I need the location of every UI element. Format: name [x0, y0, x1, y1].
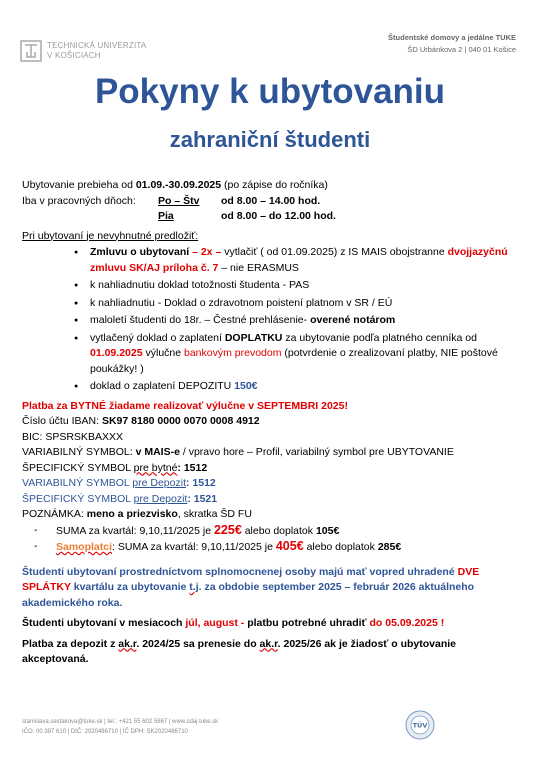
payment-surcharge: DOPLATKU [224, 331, 283, 344]
sum-text-2: alebo doplatok [241, 524, 316, 537]
summer-months: júl, august - [185, 617, 248, 629]
summer-text-2: platbu potrebné uhradiť [247, 617, 370, 629]
weekdays-hours: od 8.00 – 14.00 hod. [221, 194, 321, 207]
iban-value: SK97 8180 0000 0070 0008 4912 [101, 415, 260, 427]
workdays-label: Iba v pracovných dňoch: [22, 194, 136, 207]
requirements-list [22, 245, 512, 395]
page-footer [22, 717, 218, 737]
payment-transfer: bankovým prevodom [184, 347, 282, 359]
organization-name: Študentské domovy a jedálne TUKE [388, 33, 516, 42]
friday-label: Pia [158, 210, 174, 222]
quarter-sum-row [22, 523, 512, 540]
note-name: meno a priezvisko [86, 508, 178, 520]
organization-header [388, 32, 516, 56]
period-dates: 01.09.-30.09.2025 [135, 179, 222, 191]
authorized-text: Študenti ubytovaní prostredníctvom splnomocnenej osoby majú mať vopred uhradené [22, 565, 455, 578]
hours-spacer [22, 209, 158, 225]
dash-bullet: - [34, 540, 38, 552]
abbr-akr: ak.r [118, 637, 137, 650]
contract-count: – 2x – [189, 246, 225, 258]
vs-label: VARIABILNÝ SYMBOL: [22, 446, 136, 458]
friday-hours: od 8.00 – do 12.00 hod. [221, 210, 336, 222]
contract-note: – nie ERASMUS [218, 261, 299, 274]
deposit-amount: 150€ [234, 380, 258, 392]
sum-surcharge: 105€ [315, 524, 340, 537]
self-payer-sum-row [22, 539, 512, 556]
deposit-note-text-3: . 2025/26 ak je žiadosť o ubytovanie akceptovaná. [22, 637, 456, 665]
list-item [90, 278, 512, 294]
deposit-note-text: Platba za depozit z [22, 637, 119, 650]
summer-text: Študenti ubytovaní v mesiacoch [22, 617, 186, 629]
insurance-text: k nahliadnutiu - Doklad o zdravotnom poistení platnom v SR / EÚ [90, 296, 393, 309]
payment-text: vytlačený doklad o zaplatení [90, 331, 225, 344]
iban-line [22, 414, 512, 430]
note-suffix: , skratka ŠD FU [177, 508, 252, 520]
id-document-text: k nahliadnutiu doklad totožnosti študenta - PAS [90, 279, 310, 291]
page-subtitle: zahraniční študenti [169, 127, 371, 152]
bic-line: BIC: SPSRSKBAXXX [22, 430, 123, 443]
tuv-label: TÜV [412, 721, 428, 730]
sum-amount: 225€ [213, 522, 242, 537]
ss-deposit-label: ŠPECIFICKÝ SYMBOL [22, 492, 134, 505]
contract-text: vytlačiť ( od 01.09.2025) z IS MAIS obojstranne [224, 246, 448, 258]
payment-text-3: výlučne [142, 347, 184, 359]
footer-contact: stanislava.sestakova@tuke.sk | tel.: +421 55 602 5867 | www.sdaj.tuke.sk [22, 719, 219, 725]
ss-rent-link: pre bytné [133, 461, 178, 474]
logo-text [47, 41, 146, 61]
contract-label: Zmluvu o ubytovaní [90, 246, 190, 258]
payment-notice: Platba za BYTNÉ žiadame realizovať výlučne v SEPTEMBRI 2025! [22, 399, 348, 412]
weekdays-label: Po – Štv [158, 194, 200, 207]
two-installments: DVE SPLÁTKY [22, 565, 480, 593]
vs-deposit-link: pre Depozit [132, 477, 186, 489]
specific-symbol-rent [22, 461, 512, 477]
variable-symbol-line [22, 445, 512, 461]
payment-note-line [22, 507, 512, 523]
organization-address: ŠD Urbánkova 2 | 040 01 Košice [407, 45, 516, 54]
note-label: POZNÁMKA: [22, 508, 87, 520]
minors-text: maloletí študenti do 18r. – Čestné prehlásenie- [90, 314, 311, 326]
logo-line-1: TECHNICKÁ UNIVERZITA [47, 41, 147, 50]
hours-row-friday [22, 209, 512, 225]
vs-note: / vpravo hore – Profil, variabilný symbol pre UBYTOVANIE [179, 446, 454, 458]
tuv-certification-icon [405, 710, 435, 740]
ss-deposit-value: : 1521 [187, 492, 218, 505]
deposit-transfer-note [22, 637, 512, 668]
summer-note [22, 616, 512, 632]
requirements-heading: Pri ubytovaní je nevyhnutné predložiť: [22, 229, 199, 242]
payment-date: 01.09.2025 [90, 347, 143, 359]
list-item [90, 296, 512, 312]
deposit-text: doklad o zaplatení DEPOZITU [90, 380, 235, 392]
abbr-tj: t.j [189, 581, 199, 593]
period-text: Ubytovanie prebieha od [22, 179, 136, 191]
logo-line-2: V KOŠICIACH [47, 51, 101, 60]
sum-text: : SUMA za kvartál: 9,10,11/2025 je [112, 541, 276, 553]
specific-symbol-deposit [22, 492, 512, 508]
payment-note: (potvrdenie o zrealizovaní platby, NIE poštové poukážky! ) [90, 347, 498, 375]
list-item [90, 331, 512, 378]
self-payer-label: Samoplatci [56, 541, 113, 553]
sum-text-2: alebo doplatok [303, 541, 378, 553]
hours-row-weekdays [22, 194, 512, 210]
university-logo [20, 40, 146, 62]
summer-deadline: do 05.09.2025 ! [369, 617, 445, 629]
vs-deposit-label: VARIABILNÝ SYMBOL [22, 477, 133, 489]
contract-annex: dvojjazyčnú zmluvu SK/AJ príloha č. 7 [90, 246, 508, 274]
list-item [90, 379, 512, 395]
minors-notary: overené notárom [310, 314, 396, 326]
variable-symbol-deposit [22, 476, 512, 492]
ss-rent-label: ŠPECIFICKÝ SYMBOL [22, 461, 134, 474]
tuke-logo-icon [20, 40, 42, 62]
document-body [22, 178, 512, 668]
authorized-person-note [22, 565, 512, 612]
vs-source: v MAIS-e [135, 446, 180, 458]
authorized-text-3: . za obdobie september 2025 – február 2026 aktuálneho akademického roka. [22, 581, 475, 609]
deposit-note-text-2: . 2024/25 sa prenesie do [136, 637, 260, 650]
sum-surcharge: 285€ [377, 541, 402, 553]
sum-text: SUMA za kvartál: 9,10,11/2025 je [56, 524, 214, 537]
accommodation-period [22, 178, 512, 194]
ss-rent-value: : 1512 [177, 461, 208, 474]
sum-amount: 405€ [275, 539, 304, 553]
list-item [90, 313, 512, 329]
abbr-akr: ak.r [259, 637, 278, 650]
dash-bullet: - [34, 523, 38, 536]
list-item [90, 245, 512, 276]
payment-text-2: za ubytovanie podľa platného cenníka od [282, 331, 477, 344]
vs-deposit-value: : 1512 [186, 477, 216, 489]
footer-ids: IČO: 00 397 610 | DIČ: 2020486710 | IČ DPH: SK2020486710 [22, 729, 188, 735]
spacer [22, 556, 512, 565]
page-title: Pokyny k ubytovaniu [94, 72, 446, 111]
iban-label: Číslo účtu IBAN: [22, 415, 102, 427]
period-note: (po zápise do ročníka) [221, 179, 328, 191]
ss-deposit-link: pre Depozit [133, 492, 188, 505]
authorized-text-2: kvartálu za ubytovanie [70, 581, 190, 593]
